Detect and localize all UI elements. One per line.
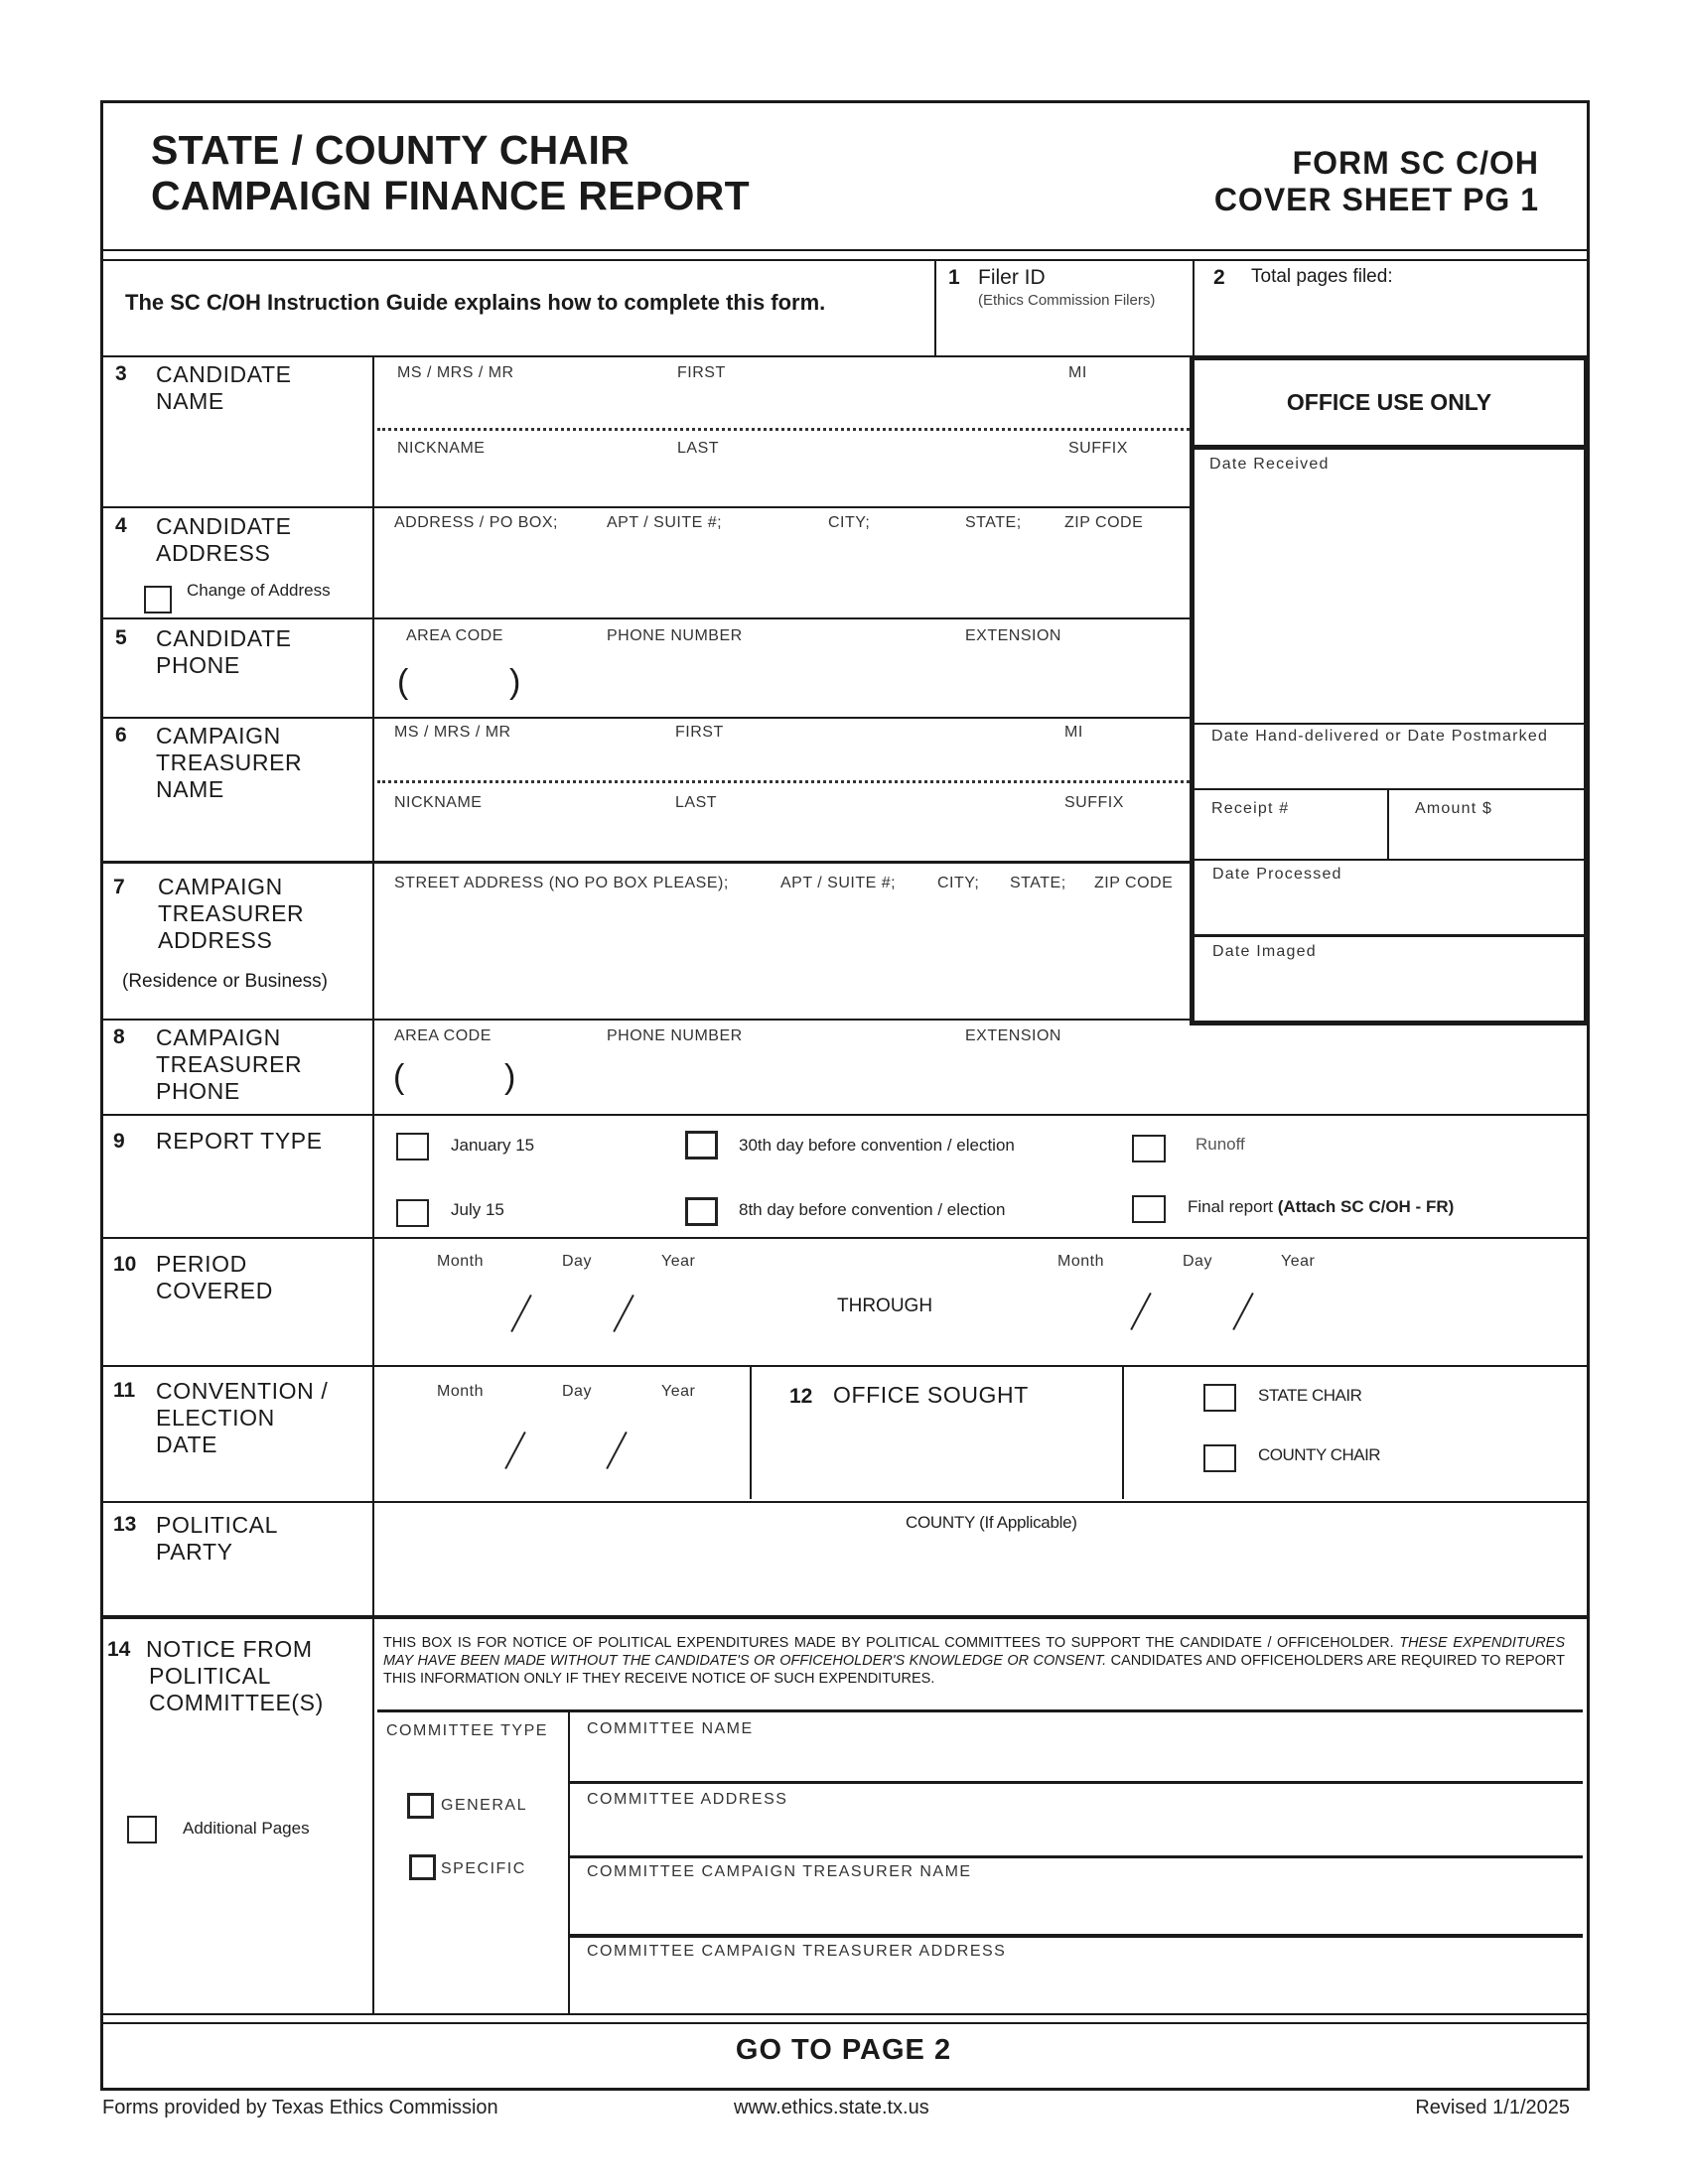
row-divider <box>100 1114 1587 1116</box>
committee-row-divider <box>569 1855 1583 1858</box>
open-paren: ( <box>397 663 409 701</box>
county-chair-label: COUNTY CHAIR <box>1258 1445 1381 1464</box>
candidate-phone-label <box>156 625 292 679</box>
treasurer-phone-input[interactable] <box>377 1050 1579 1112</box>
footer-revised-date: Revised 1/1/2025 <box>1415 2097 1570 2118</box>
field-label-suffix: SUFFIX <box>1064 794 1124 811</box>
label-line: ADDRESS <box>158 927 273 953</box>
filer-id-sublabel: (Ethics Commission Filers) <box>978 292 1156 309</box>
close-paren: ) <box>504 1058 516 1096</box>
january-15-checkbox[interactable] <box>396 1133 429 1160</box>
label-line: DATE <box>156 1432 218 1457</box>
row-divider <box>100 617 1192 619</box>
label-line: PHONE <box>156 652 240 678</box>
label-line: PERIOD <box>156 1251 247 1277</box>
label-line: COMMITTEE(S) <box>149 1690 324 1715</box>
label-line: TREASURER <box>156 750 303 775</box>
field-label-nickname: NICKNAME <box>397 440 486 457</box>
candidate-name-input[interactable] <box>377 382 1187 427</box>
open-paren: ( <box>393 1058 405 1096</box>
field-label-apt: APT / SUITE #; <box>780 875 897 891</box>
field-label-mi: MI <box>1068 364 1087 381</box>
label-line: COVERED <box>156 1278 273 1303</box>
footer-provider: Forms provided by Texas Ethics Commission <box>102 2097 498 2118</box>
label-line: POLITICAL <box>149 1663 271 1689</box>
row-divider <box>100 861 1192 864</box>
section-number: 7 <box>113 876 125 898</box>
row-divider <box>100 1501 1587 1503</box>
form-identifier <box>1043 145 1539 218</box>
committee-type-label: COMMITTEE TYPE <box>386 1722 548 1739</box>
treasurer-phone-label <box>156 1024 302 1105</box>
amount-label: Amount $ <box>1415 800 1493 817</box>
office-divider <box>1387 789 1389 860</box>
final-report-label <box>1188 1197 1454 1217</box>
section-number: 5 <box>115 626 127 649</box>
office-divider <box>1195 723 1584 725</box>
row-divider <box>100 506 1192 508</box>
filer-id-input[interactable] <box>938 260 1192 356</box>
additional-pages-label: Additional Pages <box>183 1819 310 1838</box>
form-id-line-2: COVER SHEET PG 1 <box>1213 182 1539 217</box>
month-label: Month <box>1057 1253 1104 1270</box>
field-label-zip: ZIP CODE <box>1064 514 1144 531</box>
field-label-city: CITY; <box>937 875 980 891</box>
field-label-apt: APT / SUITE #; <box>607 514 723 531</box>
committee-address-label: COMMITTEE ADDRESS <box>587 1791 788 1808</box>
date-processed-label: Date Processed <box>1212 866 1342 883</box>
form-id-line-1: FORM SC C/OH <box>1292 145 1539 181</box>
july-15-label: July 15 <box>451 1200 504 1219</box>
field-label-phone-number: PHONE NUMBER <box>607 627 743 644</box>
section-number: 8 <box>113 1025 125 1048</box>
month-label: Month <box>437 1383 484 1400</box>
field-label-last: LAST <box>675 794 718 811</box>
label-column-divider <box>372 356 374 2014</box>
title-line-2: CAMPAIGN FINANCE REPORT <box>151 173 750 218</box>
30th-day-label: 30th day before convention / election <box>739 1136 1015 1155</box>
section-number: 10 <box>113 1253 137 1276</box>
final-report-attach-note: (Attach SC C/OH - FR) <box>1277 1197 1455 1216</box>
county-chair-checkbox[interactable] <box>1203 1444 1236 1472</box>
office-divider <box>1192 445 1587 450</box>
runoff-label: Runoff <box>1196 1135 1245 1154</box>
go-to-page-2: GO TO PAGE 2 <box>735 2034 952 2066</box>
office-divider <box>1195 859 1584 861</box>
january-15-label: January 15 <box>451 1136 535 1155</box>
change-of-address-label: Change of Address <box>187 581 331 600</box>
field-label-area-code: AREA CODE <box>406 627 503 644</box>
committee-treasurer-address-input[interactable] <box>572 1964 1580 2011</box>
candidate-address-input[interactable] <box>377 536 1187 615</box>
office-use-title: OFFICE USE ONLY <box>1286 389 1492 415</box>
field-label-first: FIRST <box>675 724 724 741</box>
label-line: CANDIDATE <box>156 625 292 651</box>
change-of-address-checkbox[interactable] <box>144 586 172 614</box>
row-divider <box>100 2013 1587 2015</box>
section-number: 3 <box>115 362 127 385</box>
label-line: PHONE <box>156 1078 240 1104</box>
day-label: Day <box>1183 1253 1212 1270</box>
field-label-zip: ZIP CODE <box>1094 875 1174 891</box>
footer-website-link[interactable]: www.ethics.state.tx.us <box>734 2097 929 2118</box>
field-label-street-address: STREET ADDRESS (NO PO BOX PLEASE); <box>394 875 729 891</box>
section-number: 4 <box>115 514 127 537</box>
8th-day-label: 8th day before convention / election <box>739 1200 1006 1219</box>
label-line: NAME <box>156 776 224 802</box>
field-label-first: FIRST <box>677 364 726 381</box>
specific-label: SPECIFIC <box>441 1860 526 1877</box>
period-covered-label <box>156 1251 273 1304</box>
instructions-note: The SC C/OH Instruction Guide explains how to complete this form. <box>125 290 826 315</box>
additional-pages-checkbox[interactable] <box>127 1816 157 1843</box>
field-label-extension: EXTENSION <box>965 1027 1061 1044</box>
field-label-mi: MI <box>1064 724 1083 741</box>
label-line: TREASURER <box>156 1051 303 1077</box>
committee-treasurer-address-label: COMMITTEE CAMPAIGN TREASURER ADDRESS <box>587 1943 1007 1960</box>
field-label-address: ADDRESS / PO BOX; <box>394 514 558 531</box>
label-line: NAME <box>156 388 224 414</box>
candidate-last-name-input[interactable] <box>377 459 1187 503</box>
header-divider <box>100 249 1587 251</box>
office-sought-label: OFFICE SOUGHT <box>833 1382 1029 1408</box>
30th-day-checkbox[interactable] <box>685 1131 718 1160</box>
notice-text-part-2: CANDIDATES AND OFFICEHOLDERS ARE REQUIRED TO REPORT THIS INFORMATION ONLY IF THEY RECEIVE NOTICE OF SUCH EXPENDITURES. <box>383 1653 1565 1687</box>
candidate-phone-input[interactable] <box>377 655 1187 715</box>
label-line: POLITICAL <box>156 1512 278 1538</box>
row-divider <box>100 717 1192 719</box>
filer-id-label: Filer ID <box>978 266 1046 289</box>
row-divider <box>100 1237 1587 1239</box>
final-report-checkbox[interactable] <box>1132 1195 1166 1223</box>
field-label-phone-number: PHONE NUMBER <box>607 1027 743 1044</box>
field-label-last: LAST <box>677 440 720 457</box>
year-label: Year <box>661 1253 696 1270</box>
title-line-1: STATE / COUNTY CHAIR <box>151 127 631 173</box>
notice-text <box>383 1634 1565 1688</box>
committee-row-divider <box>569 1934 1583 1938</box>
dotted-divider <box>377 428 1190 431</box>
label-line: CAMPAIGN <box>156 1024 281 1050</box>
column-divider <box>1193 260 1195 356</box>
field-label-area-code: AREA CODE <box>394 1027 492 1044</box>
year-label: Year <box>1281 1253 1316 1270</box>
receipt-number-label: Receipt # <box>1211 800 1290 817</box>
section-number: 13 <box>113 1513 137 1536</box>
label-line: NOTICE FROM <box>146 1636 313 1662</box>
runoff-checkbox[interactable] <box>1132 1135 1166 1162</box>
through-label: THROUGH <box>837 1296 933 1316</box>
row-divider <box>100 2022 1587 2024</box>
close-paren: ) <box>509 663 521 701</box>
final-report-text: Final report <box>1188 1197 1273 1216</box>
column-divider <box>1122 1366 1124 1499</box>
field-label-suffix: SUFFIX <box>1068 440 1128 457</box>
state-chair-checkbox[interactable] <box>1203 1384 1236 1412</box>
convention-date-label <box>156 1378 328 1458</box>
row-divider <box>100 1615 1587 1619</box>
field-label-nickname: NICKNAME <box>394 794 483 811</box>
section-number: 9 <box>113 1130 125 1153</box>
field-label-state: STATE; <box>965 514 1022 531</box>
section-number: 6 <box>115 724 127 747</box>
notice-from-committees-label <box>146 1636 324 1716</box>
county-label: COUNTY (If Applicable) <box>906 1513 1077 1532</box>
field-label-prefix: MS / MRS / MR <box>394 724 511 741</box>
committee-row-divider <box>569 1781 1583 1784</box>
field-label-extension: EXTENSION <box>965 627 1061 644</box>
column-divider <box>934 260 936 356</box>
general-committee-checkbox[interactable] <box>407 1793 434 1819</box>
committee-name-input[interactable] <box>572 1739 1580 1779</box>
committee-treasurer-name-label: COMMITTEE CAMPAIGN TREASURER NAME <box>587 1863 972 1880</box>
office-divider <box>1195 788 1584 790</box>
form-title <box>151 127 750 218</box>
day-label: Day <box>562 1253 592 1270</box>
section-number: 14 <box>107 1638 131 1661</box>
header-divider <box>100 259 1587 261</box>
committee-type-divider <box>568 1710 570 2014</box>
total-pages-input[interactable] <box>1196 293 1584 352</box>
row-divider <box>100 355 1193 357</box>
date-received-label: Date Received <box>1209 456 1330 473</box>
treasurer-address-input[interactable] <box>377 898 1187 1016</box>
report-type-label: REPORT TYPE <box>156 1128 323 1154</box>
8th-day-checkbox[interactable] <box>685 1197 718 1226</box>
state-chair-label: STATE CHAIR <box>1258 1386 1362 1405</box>
field-label-state: STATE; <box>1010 875 1066 891</box>
field-label-city: CITY; <box>828 514 871 531</box>
specific-committee-checkbox[interactable] <box>409 1854 436 1880</box>
date-imaged-label: Date Imaged <box>1212 943 1317 960</box>
date-hand-delivered-label: Date Hand-delivered or Date Postmarked <box>1211 728 1549 745</box>
label-line: PARTY <box>156 1539 233 1565</box>
label-line: CAMPAIGN <box>156 723 281 749</box>
treasurer-last-name-input[interactable] <box>377 814 1187 859</box>
label-line: ELECTION <box>156 1405 275 1431</box>
label-line: CANDIDATE <box>156 513 292 539</box>
general-label: GENERAL <box>441 1797 527 1814</box>
treasurer-first-name-input[interactable] <box>377 743 1187 779</box>
row-divider <box>100 1365 1587 1367</box>
label-line: CANDIDATE <box>156 361 292 387</box>
convention-date-input[interactable] <box>417 1410 715 1489</box>
period-end-date-input[interactable] <box>1038 1281 1336 1350</box>
section-number: 12 <box>789 1385 813 1408</box>
section-number: 1 <box>948 266 960 289</box>
label-line: CONVENTION / <box>156 1378 329 1404</box>
period-start-date-input[interactable] <box>417 1281 715 1350</box>
label-line: ADDRESS <box>156 540 271 566</box>
field-label-prefix: MS / MRS / MR <box>397 364 514 381</box>
candidate-name-label <box>156 361 292 415</box>
residence-or-business-note: (Residence or Business) <box>122 971 328 992</box>
section-number: 2 <box>1213 266 1225 289</box>
month-label: Month <box>437 1253 484 1270</box>
july-15-checkbox[interactable] <box>396 1199 429 1227</box>
candidate-address-label <box>156 513 292 567</box>
political-party-label <box>156 1512 278 1566</box>
treasurer-name-label <box>156 723 302 803</box>
committee-treasurer-name-input[interactable] <box>572 1884 1580 1932</box>
column-divider <box>750 1366 752 1499</box>
total-pages-label: Total pages filed: <box>1251 266 1393 287</box>
dotted-divider <box>377 780 1190 783</box>
political-party-input[interactable] <box>377 1539 1579 1613</box>
label-line: CAMPAIGN <box>158 874 283 899</box>
committee-address-input[interactable] <box>572 1811 1580 1854</box>
committee-header-divider <box>377 1709 1583 1712</box>
section-number: 11 <box>113 1379 136 1402</box>
notice-text-part-1: THIS BOX IS FOR NOTICE OF POLITICAL EXPENDITURES MADE BY POLITICAL COMMITTEES TO SUPPORT THE CANDIDATE / OFFICEHOLDER. <box>383 1635 1394 1651</box>
label-line: TREASURER <box>158 900 305 926</box>
year-label: Year <box>661 1383 696 1400</box>
committee-name-label: COMMITTEE NAME <box>587 1720 754 1737</box>
treasurer-address-label <box>158 874 304 954</box>
office-divider <box>1195 934 1584 937</box>
notice-text-italic: THESE EXPENDITURES MAY HAVE BEEN MADE WITHOUT THE CANDIDATE'S OR OFFICEHOLDER'S KNOWLEDGE OR CONSENT. <box>383 1635 1566 1669</box>
day-label: Day <box>562 1383 592 1400</box>
